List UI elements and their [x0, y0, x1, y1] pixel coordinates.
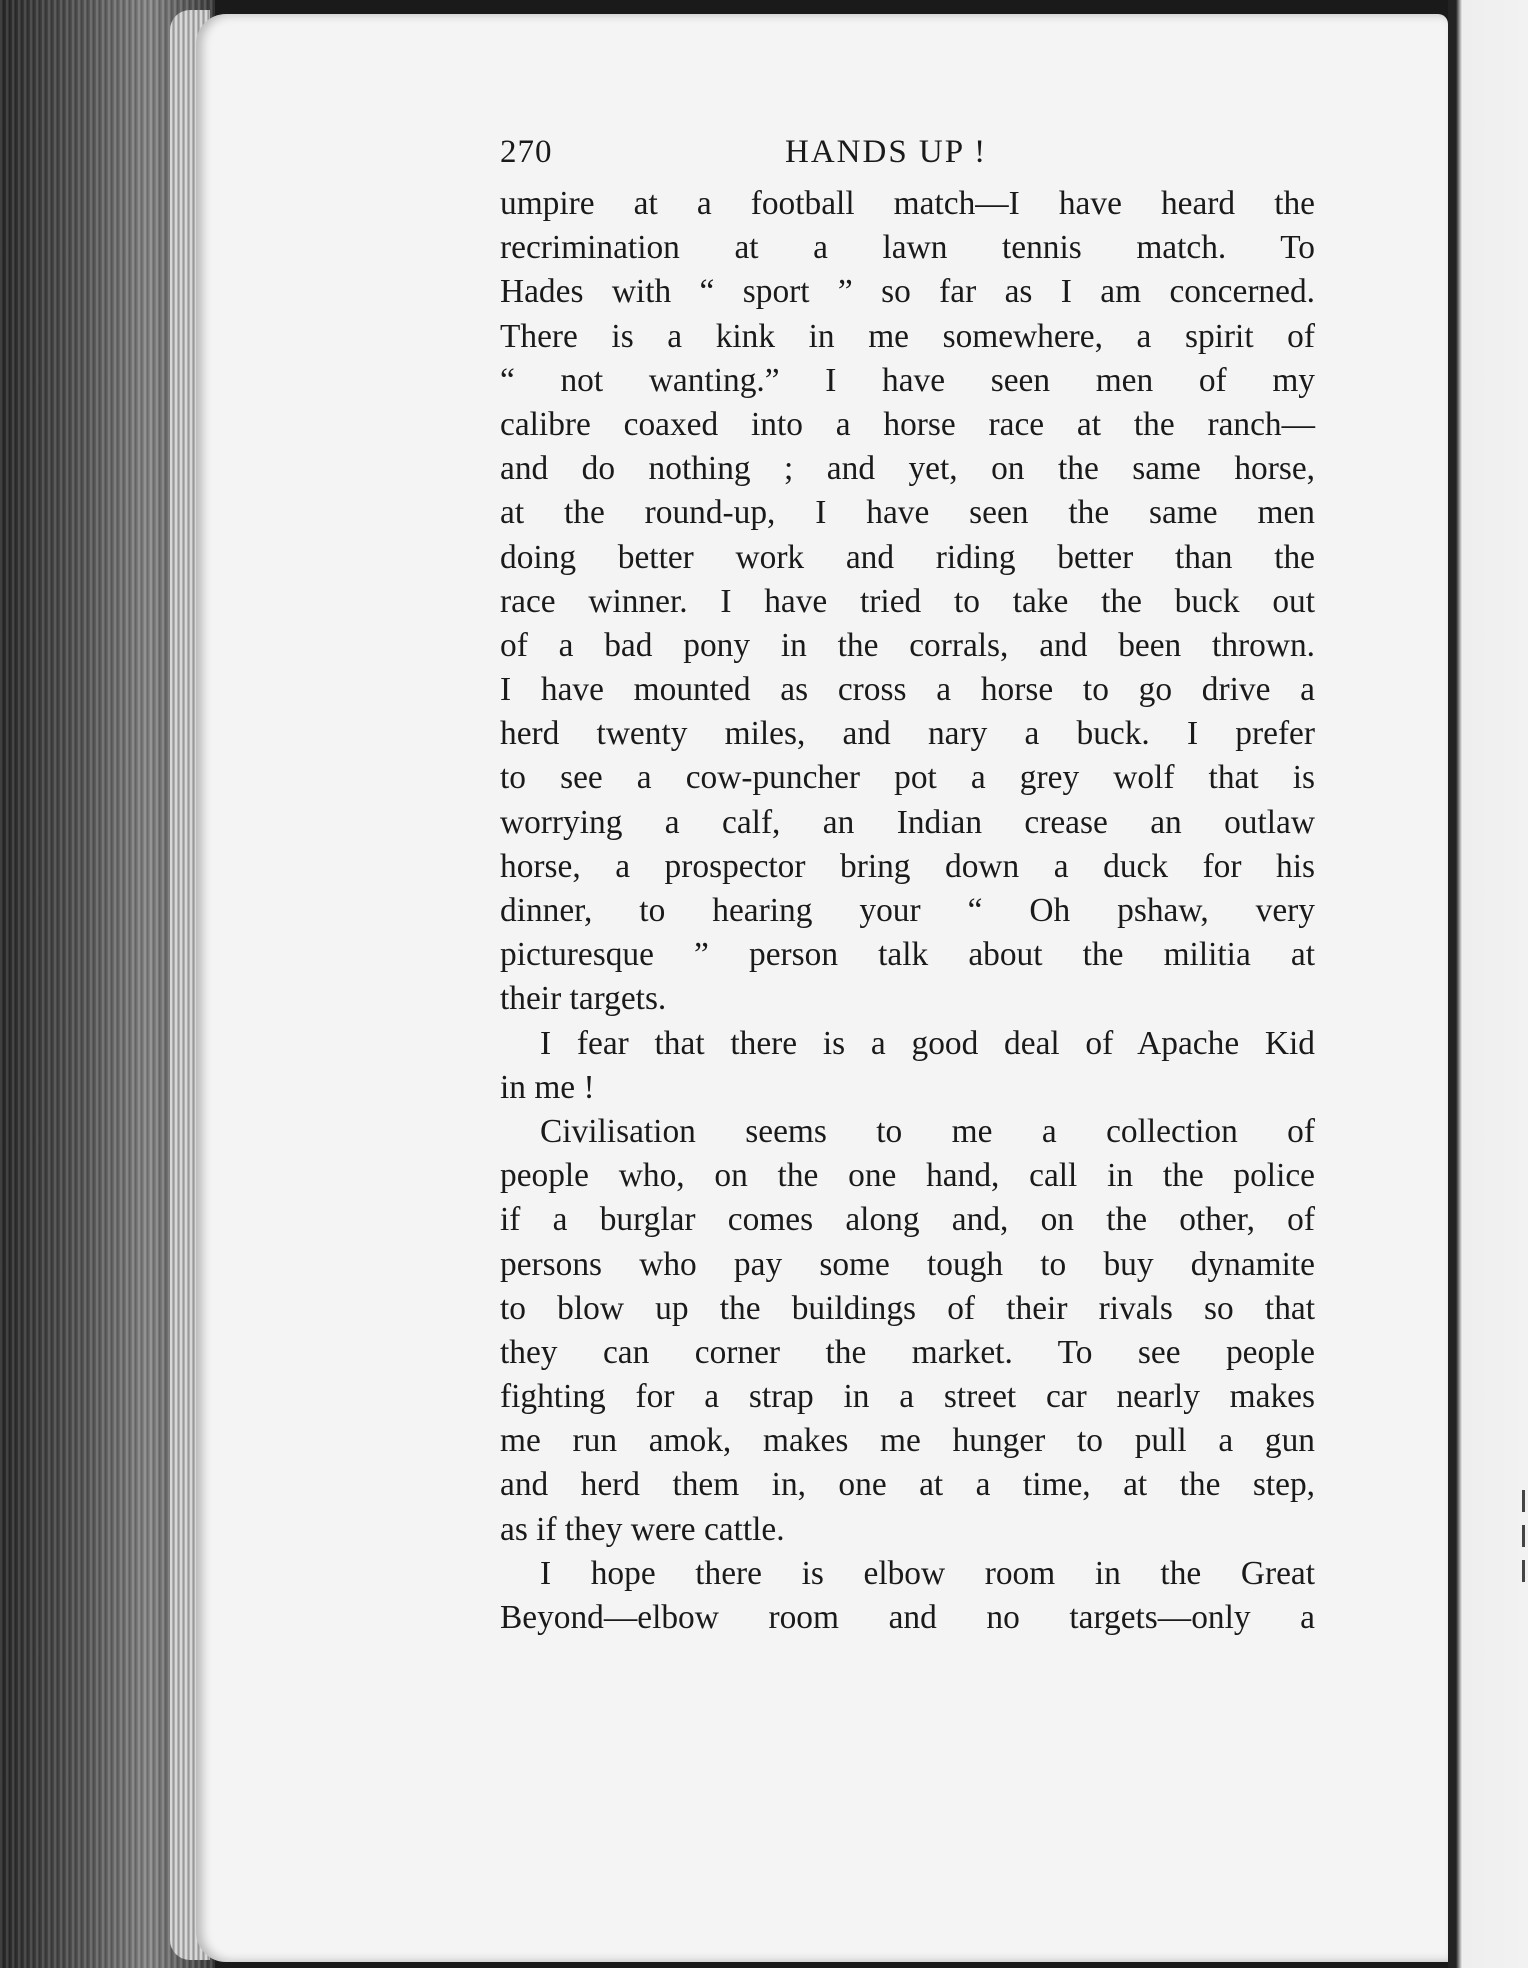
- page-number: 270: [500, 134, 553, 170]
- text-line: I have mounted as cross a horse to go drive a: [500, 671, 1315, 709]
- text-line: if a burglar comes along and, on the other, of: [500, 1201, 1315, 1239]
- text-line: Hades with “ sport ” so far as I am concerned.: [500, 273, 1315, 311]
- text-line: herd twenty miles, and nary a buck. I prefer: [500, 715, 1315, 753]
- text-line: calibre coaxed into a horse race at the ranch—: [500, 405, 1315, 443]
- text-line: me run amok, makes me hunger to pull a gun: [500, 1422, 1315, 1460]
- text-line: worrying a calf, an Indian crease an outlaw: [500, 803, 1315, 841]
- text-line: picturesque ” person talk about the militia at: [500, 936, 1315, 974]
- text-line: to see a cow-puncher pot a grey wolf that is: [500, 759, 1315, 797]
- text-line: “ not wanting.” I have seen men of my: [500, 361, 1315, 399]
- text-line: umpire at a football match—I have heard the: [500, 185, 1315, 222]
- text-line: fighting for a strap in a street car nearly makes: [500, 1378, 1315, 1416]
- text-line: I fear that there is a good deal of Apache Kid: [540, 1024, 1315, 1062]
- body-text: [500, 182, 1315, 1640]
- facing-page-mark: [1522, 1560, 1525, 1582]
- text-line: Civilisation seems to me a collection of: [540, 1112, 1315, 1150]
- running-title: HANDS UP !: [785, 134, 988, 170]
- text-line: of a bad pony in the corrals, and been thrown.: [500, 626, 1315, 664]
- text-line: horse, a prospector bring down a duck for his: [500, 847, 1315, 885]
- text-line: doing better work and riding better than the: [500, 538, 1315, 576]
- facing-page-mark: [1522, 1490, 1525, 1512]
- text-line: and do nothing ; and yet, on the same horse,: [500, 450, 1315, 488]
- facing-page-edge: [1448, 0, 1528, 1968]
- text-line: to blow up the buildings of their rivals so that: [500, 1289, 1315, 1327]
- page-content: [500, 128, 1315, 1640]
- text-line: their targets.: [500, 980, 667, 1018]
- text-line: I hope there is elbow room in the Great: [540, 1554, 1315, 1592]
- text-line: and herd them in, one at a time, at the step,: [500, 1466, 1315, 1504]
- text-line: they can corner the market. To see people: [500, 1333, 1315, 1371]
- text-line: in me !: [500, 1068, 595, 1106]
- text-line: There is a kink in me somewhere, a spirit of: [500, 317, 1315, 355]
- facing-page-mark: [1522, 1525, 1525, 1547]
- text-line: dinner, to hearing your “ Oh pshaw, very: [500, 892, 1315, 929]
- text-line: people who, on the one hand, call in the police: [500, 1157, 1315, 1195]
- text-line: at the round-up, I have seen the same men: [500, 494, 1315, 532]
- running-head: [500, 128, 1315, 182]
- text-line: as if they were cattle.: [500, 1510, 785, 1548]
- text-line: persons who pay some tough to buy dynamite: [500, 1245, 1315, 1283]
- text-line: recrimination at a lawn tennis match. To: [500, 229, 1315, 267]
- text-line: race winner. I have tried to take the buck out: [500, 582, 1315, 620]
- text-line: Beyond—elbow room and no targets—only a: [500, 1599, 1315, 1636]
